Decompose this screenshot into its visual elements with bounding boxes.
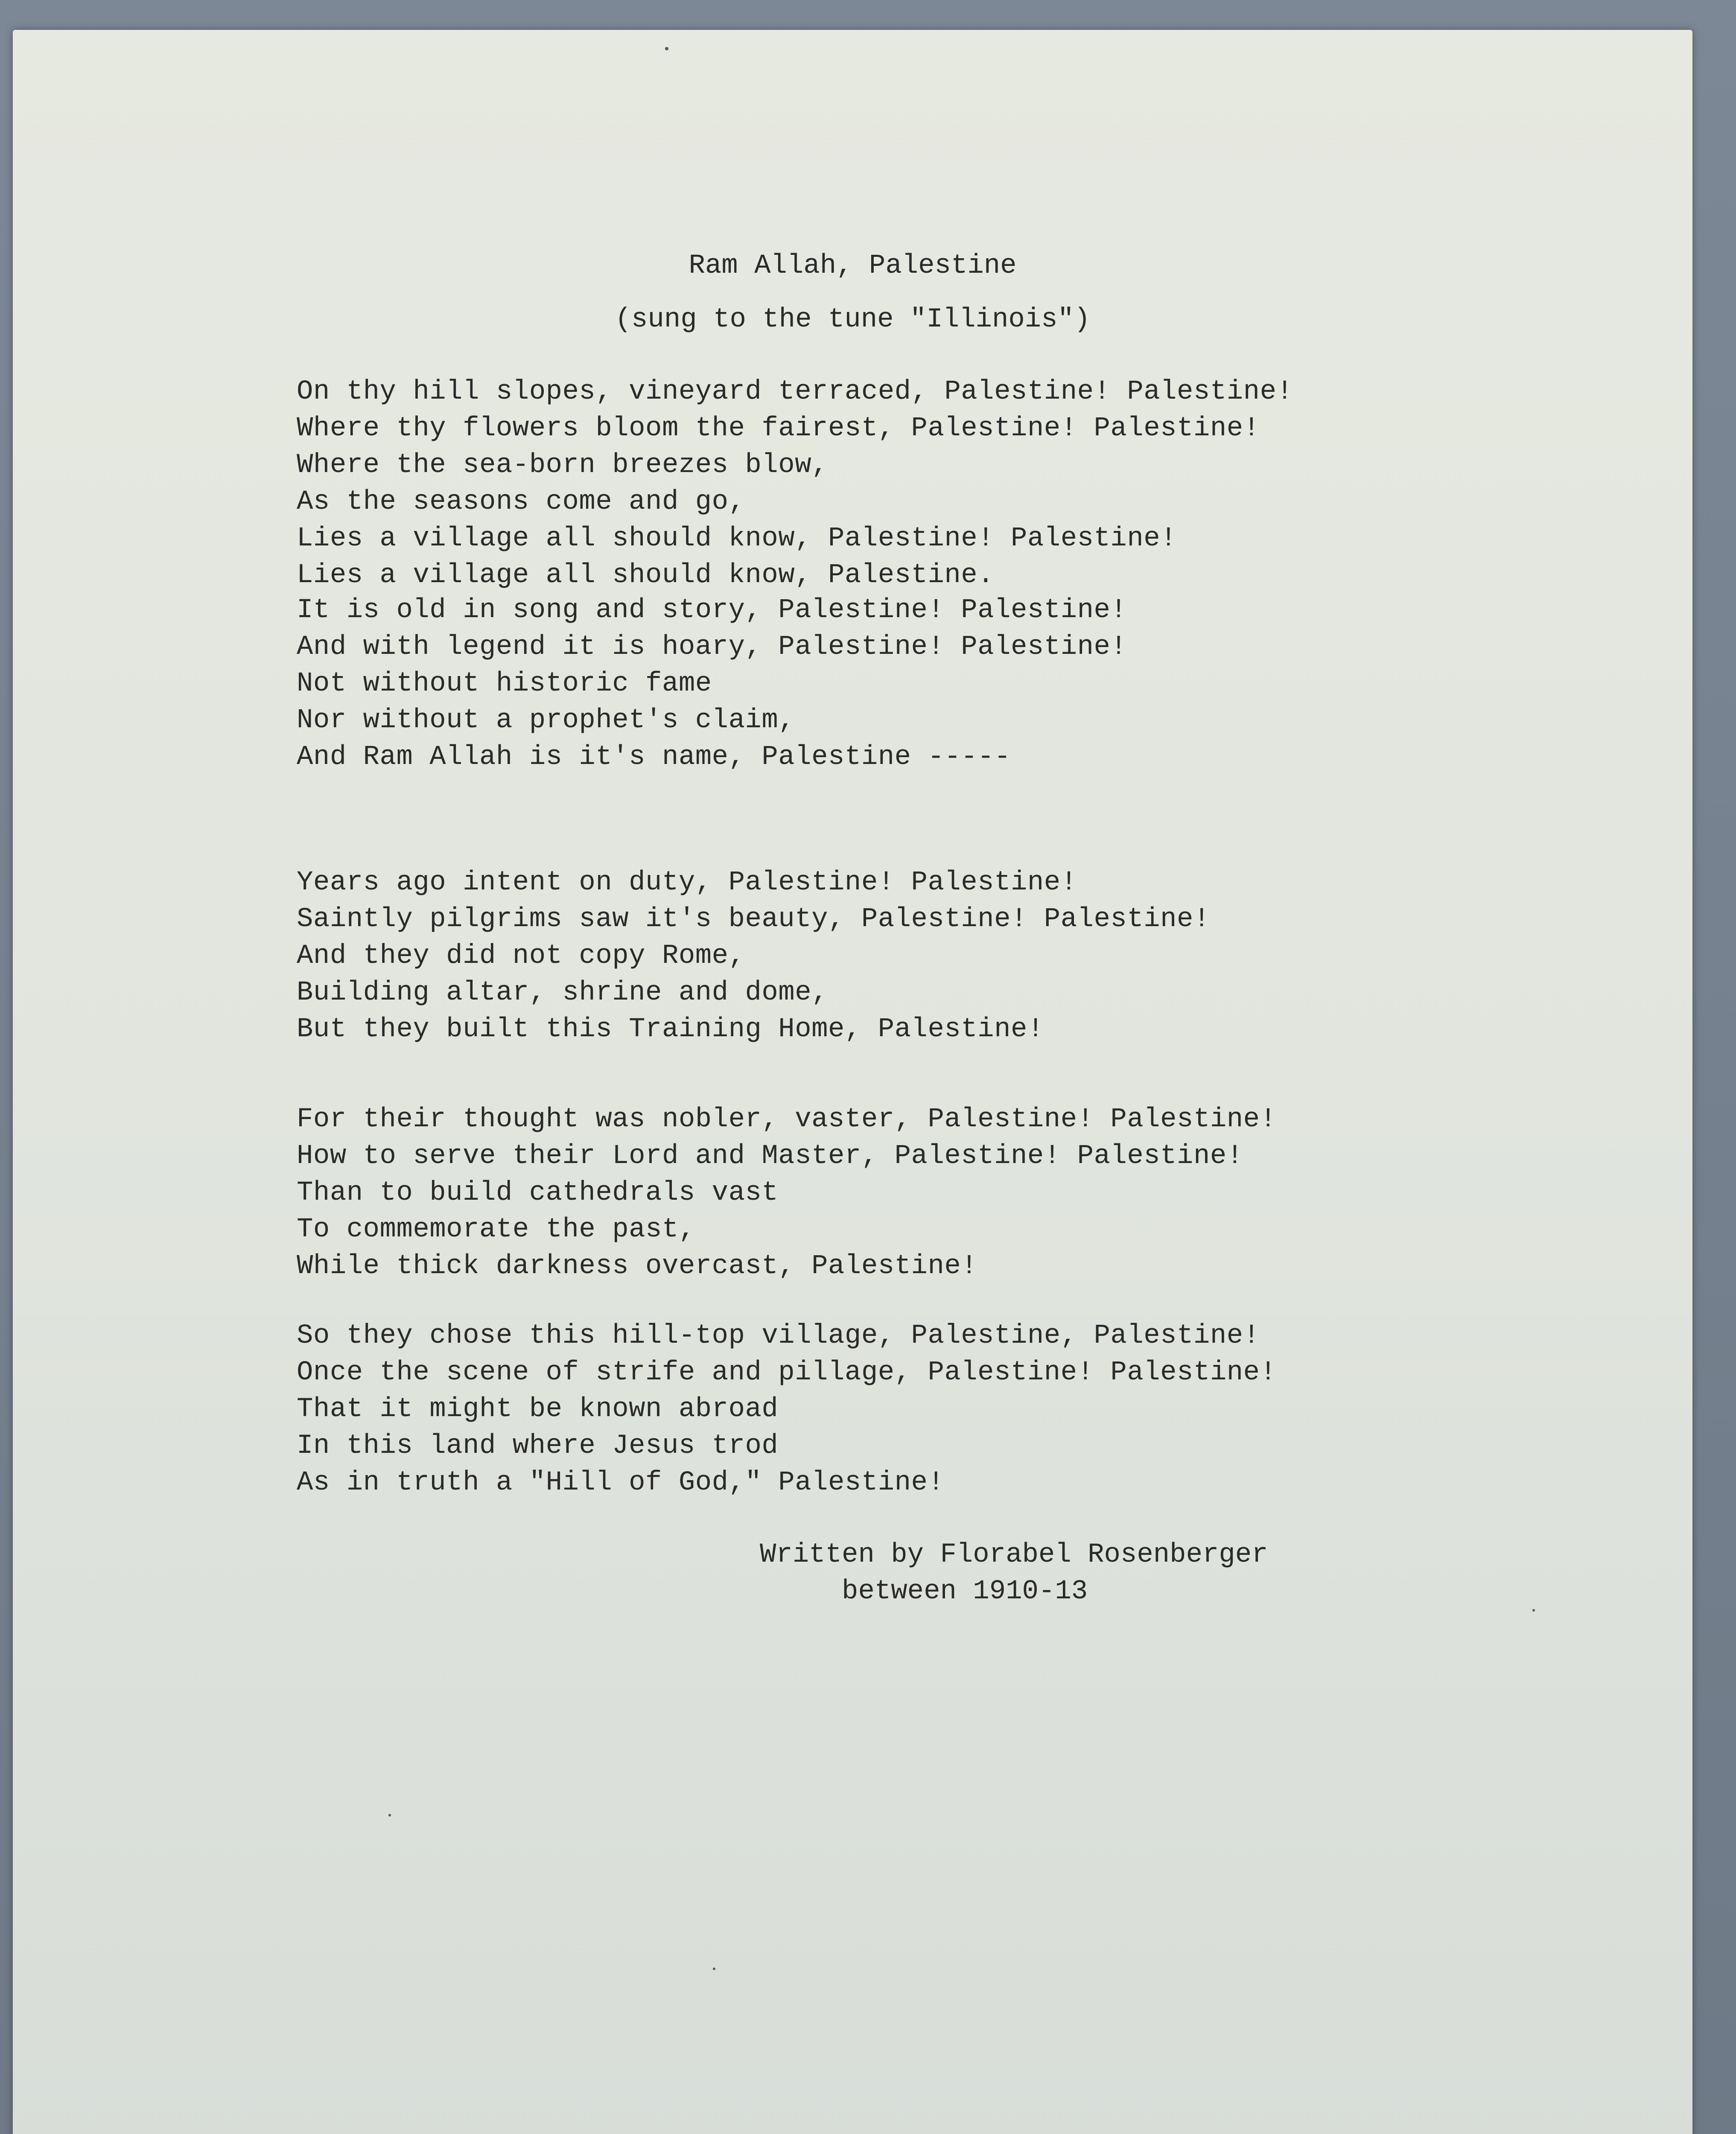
stanza-line: Lies a village all should know, Palestine! Palestine! <box>297 523 1177 554</box>
paper-speck <box>1532 1609 1535 1612</box>
stanza-line: And with legend it is hoary, Palestine! Palestine! <box>297 632 1127 662</box>
stanza-line: So they chose this hill-top village, Palestine, Palestine! <box>297 1321 1260 1351</box>
stanza-line: On thy hill slopes, vineyard terraced, Palestine! Palestine! <box>297 376 1293 407</box>
stanza-line: Saintly pilgrims saw it's beauty, Palestine! Palestine! <box>297 904 1210 935</box>
stanza-line: Building altar, shrine and dome, <box>297 977 828 1008</box>
stanza-3 <box>297 864 1210 1048</box>
stanza-5 <box>297 1318 1276 1501</box>
stanza-line: It is old in song and story, Palestine! Palestine! <box>297 595 1127 626</box>
stanza-line: As the seasons come and go, <box>297 487 745 517</box>
stanza-line: In this land where Jesus trod <box>297 1431 779 1461</box>
stanza-line: To commemorate the past, <box>297 1214 695 1245</box>
stanza-line: As in truth a "Hill of God," Palestine! <box>297 1467 945 1498</box>
stanza-line: That it might be known abroad <box>297 1394 779 1425</box>
stanza-line: Nor without a prophet's claim, <box>297 705 795 736</box>
stanza-line: Than to build cathedrals vast <box>297 1178 779 1208</box>
stanza-line: Not without historic fame <box>297 668 712 699</box>
stanza-1 <box>297 373 1293 594</box>
stanza-line: And they did not copy Rome, <box>297 941 745 971</box>
stanza-2 <box>297 592 1127 775</box>
paper-speck <box>713 1968 715 1970</box>
stanza-line: How to serve their Lord and Master, Palestine! Palestine! <box>297 1141 1243 1172</box>
stanza-line: While thick darkness overcast, Palestine! <box>297 1251 978 1282</box>
stanza-4 <box>297 1101 1276 1285</box>
stanza-line: Years ago intent on duty, Palestine! Palestine! <box>297 867 1077 898</box>
stanza-line: For their thought was nobler, vaster, Palestine! Palestine! <box>297 1104 1277 1135</box>
stanza-line: Once the scene of strife and pillage, Palestine! Palestine! <box>297 1357 1277 1388</box>
signature-block <box>760 1536 1268 1610</box>
stanza-line: Where the sea-born breezes blow, <box>297 450 828 481</box>
paper-speck <box>388 1814 391 1816</box>
stanza-line: Where thy flowers bloom the fairest, Palestine! Palestine! <box>297 413 1260 444</box>
stanza-line: And Ram Allah is it's name, Palestine ----- <box>297 742 1011 773</box>
stanza-line: But they built this Training Home, Palestine! <box>297 1014 1044 1045</box>
stanza-line: Lies a village all should know, Palestine. <box>297 560 995 591</box>
poem-title: Ram Allah, Palestine <box>689 251 1017 281</box>
signature-date: between 1910-13 <box>760 1576 1088 1607</box>
signature-author: Written by Florabel Rosenberger <box>760 1539 1268 1570</box>
typed-sheet <box>13 30 1692 2134</box>
paper-speck <box>665 47 668 50</box>
poem-subtitle: (sung to the tune "Illinois") <box>615 304 1091 335</box>
